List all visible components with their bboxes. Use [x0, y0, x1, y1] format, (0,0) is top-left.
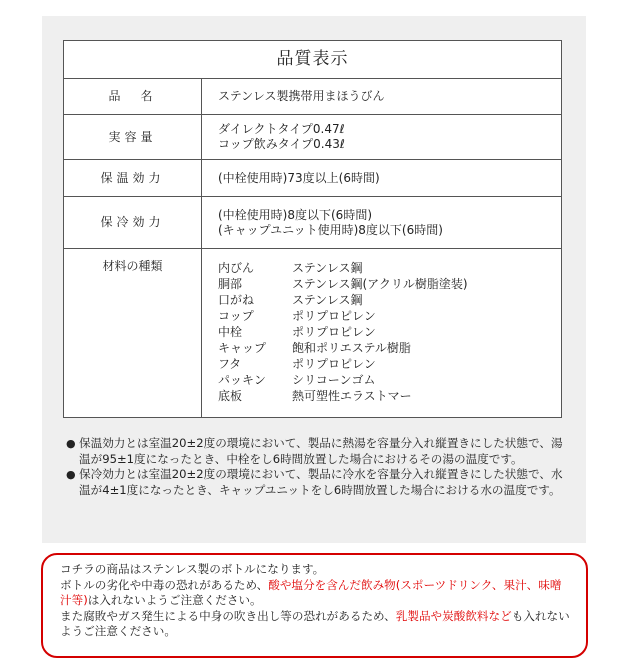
warning-p2-text: ボトルの劣化や中毒の恐れがあるため、 — [60, 577, 269, 592]
material-name: ポリプロピレン — [292, 324, 376, 339]
note-cold — [66, 467, 570, 498]
material-name: ステンレス鋼(アクリル樹脂塗装) — [292, 276, 468, 291]
material-part: 中栓 — [218, 324, 243, 339]
value-heat-retention: (中栓使用時)73度以上(6時間) — [202, 160, 562, 197]
warning-p2-highlight: 酸や塩分を含んだ飲み物(スポーツドリンク、果汁、味噌汁等) — [60, 577, 562, 607]
material-part: パッキン — [218, 372, 266, 387]
footnotes — [66, 436, 570, 498]
note-cold-text: 保冷効力とは室温20±2度の環境において、製品に冷水を容量分入れ縦置きにした状態で、水温が4±1度になったとき、キャップユニットをし6時間放置した場合における水の温度です。 — [79, 467, 563, 497]
note-heat — [66, 436, 570, 467]
value-capacity — [202, 115, 562, 160]
material-part: 内びん — [218, 260, 255, 275]
quality-table — [63, 40, 562, 418]
warning-text — [60, 562, 572, 640]
note-heat-text: 保温効力とは室温20±2度の環境において、製品に熱湯を容量分入れ縦置きにした状態で、湯温が95±1度になったとき、中栓をし6時間放置した場合におけるその湯の温度です。 — [79, 436, 563, 466]
material-part: 底板 — [218, 388, 243, 403]
bullet-icon: ● — [66, 468, 76, 481]
capacity-direct: ダイレクトタイプ0.47ℓ — [218, 122, 345, 136]
warning-p3-end: も入れないようご注意ください。 — [60, 608, 570, 638]
row-cold-retention — [64, 197, 562, 249]
materials-list — [218, 253, 561, 414]
value-cold-retention — [202, 197, 562, 249]
warning-paragraph-3 — [60, 609, 572, 640]
cold-inner-plug: (中栓使用時)8度以下(6時間) — [218, 207, 372, 222]
material-name: シリコーンゴム — [292, 372, 376, 387]
value-materials — [202, 249, 562, 418]
material-name: ステンレス鋼 — [292, 260, 363, 275]
warning-line-1: コチラの商品はステンレス製のボトルになります。 — [60, 562, 325, 576]
table-title: 品質表示 — [64, 41, 562, 79]
material-name: 熱可塑性エラストマー — [292, 388, 412, 403]
cold-cap-unit: (キャップユニット使用時)8度以下(6時間) — [218, 222, 443, 237]
capacity-cup: コップ飲みタイプ0.43ℓ — [218, 137, 345, 151]
material-name: ポリプロピレン — [292, 308, 376, 323]
value-product-name: ステンレス製携帯用まほうびん — [202, 79, 562, 115]
label-capacity: 実容量 — [64, 115, 202, 160]
row-capacity — [64, 115, 562, 160]
row-heat-retention — [64, 160, 562, 197]
warning-p2-end: は入れないようご注意ください。 — [87, 593, 262, 607]
warning-paragraph-2 — [60, 578, 572, 609]
material-part: コップ — [218, 308, 254, 323]
bullet-icon: ● — [66, 437, 76, 450]
row-product-name — [64, 79, 562, 115]
warning-p3-highlight: 乳製品や炭酸飲料など — [395, 608, 512, 623]
label-product-name: 品 名 — [64, 79, 202, 115]
label-heat-retention: 保温効力 — [64, 160, 202, 197]
material-part: キャップ — [218, 340, 267, 355]
row-materials — [64, 249, 562, 418]
label-materials: 材料の種類 — [64, 249, 202, 418]
material-name: ステンレス鋼 — [292, 292, 363, 307]
material-part: 口がね — [218, 292, 255, 307]
material-name: 飽和ポリエステル樹脂 — [292, 340, 411, 355]
label-cold-retention: 保冷効力 — [64, 197, 202, 249]
material-part: フタ — [218, 356, 242, 371]
material-part: 胴部 — [218, 276, 243, 291]
warning-p3-text: また腐敗やガス発生による中身の吹き出し等の恐れがあるため、 — [60, 608, 396, 623]
material-name: ポリプロピレン — [292, 356, 376, 371]
